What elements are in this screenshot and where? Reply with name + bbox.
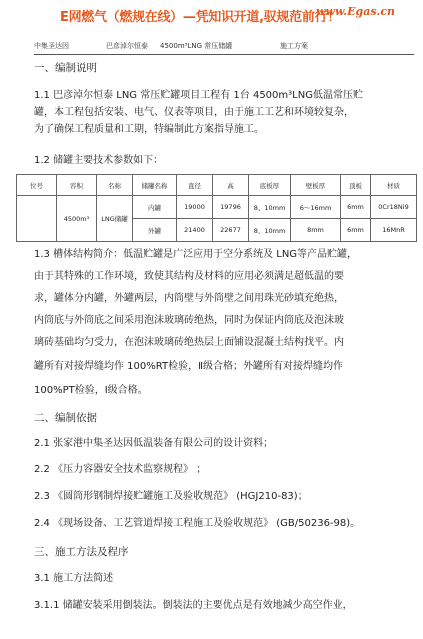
header-doc-type: 施工方案 [280, 42, 308, 50]
th-bottom-thickness: 底板厚 [249, 175, 291, 196]
para-1-1-line-3: 为了确保工程质量和工期，特编制此方案指导施工。 [34, 124, 264, 135]
cell-material: 0Cr18Ni9 [371, 196, 417, 219]
th-tank-name: 储罐名称 [133, 175, 177, 196]
para-1-3-line-6: 罐所有对接焊缝均作 100%RT检验，Ⅱ级合格；外罐所有对接焊缝均作 [34, 361, 344, 372]
cell-height: 22677 [213, 219, 249, 242]
table-row [17, 196, 417, 219]
th-name: 名称 [97, 175, 133, 196]
document-header [34, 40, 414, 55]
cell-bottom-thickness: 8、10mm [249, 196, 291, 219]
para-1-3-line-1: 1.3 槽体结构简介：低温贮罐是广泛应用于空分系统及 LNG等产品贮罐， [34, 249, 358, 260]
section-heading-3: 三、施工方法及程序 [34, 546, 129, 558]
cell-volume: 4500m³ [57, 196, 97, 242]
para-1-3-line-3: 求，罐体分内罐，外罐两层，内筒壁与外筒壁之间用珠光砂填充绝热， [34, 293, 344, 304]
para-1-3-line-5: 璃砖基础均匀受力，在泡沫玻璃砖绝热层上面铺设混凝土结构找平。内 [34, 337, 344, 348]
subheading-3-1: 3.1 施工方法简述 [34, 573, 114, 584]
cell-tank-name: 内罐 [133, 196, 177, 219]
spec-table [16, 174, 417, 242]
basis-item-2-1: 2.1 张家港中集圣达因低温装备有限公司的设计资料； [34, 438, 274, 449]
para-1-1-line-2: 罐，本工程包括安装、电气、仪表等项目，由于施工工艺和环境较复杂， [34, 107, 354, 118]
cell-wall-thickness: 8mm [291, 219, 341, 242]
th-tag: 位号 [17, 175, 57, 196]
para-3-1-1: 3.1.1 储罐安装采用倒装法。倒装法的主要优点是有效地减少高空作业， [34, 600, 353, 611]
th-wall-thickness: 壁板厚 [291, 175, 341, 196]
basis-item-2-3: 2.3 《圆筒形钢制焊接贮罐施工及验收规范》 (HGJ210-83)； [34, 491, 308, 502]
basis-item-2-2: 2.2 《压力容器安全技术监察规程》 ； [34, 464, 207, 475]
th-volume: 容积 [57, 175, 97, 196]
cell-roof: 6mm [341, 196, 371, 219]
cell-tank-name: 外罐 [133, 219, 177, 242]
banner-url[interactable]: www.Egas.cn [316, 5, 396, 18]
section-heading-2: 二、编制依据 [34, 412, 97, 424]
header-company: 中集圣达因 [34, 42, 69, 50]
th-roof: 顶板 [341, 175, 371, 196]
cell-name: LNG储罐 [97, 196, 133, 242]
section-heading-1: 一、编制说明 [34, 62, 97, 74]
th-material: 材质 [371, 175, 417, 196]
cell-height: 19796 [213, 196, 249, 219]
header-capacity: 4500m³LNG 常压储罐 [160, 42, 233, 50]
cell-diameter: 21400 [177, 219, 213, 242]
cell-tag [17, 196, 57, 242]
cell-material: 16MnR [371, 219, 417, 242]
para-1-1-line-1: 1.1 巴彦淖尔恒泰 LNG 常压贮罐项目工程有 1台 4500m³LNG低温常压贮 [34, 90, 363, 101]
para-1-3-line-2: 由于其特殊的工作环境，致使其结构及材料的应用必须满足超低温的要 [34, 271, 344, 282]
cell-wall-thickness: 6～16mm [291, 196, 341, 219]
th-height: 高 [213, 175, 249, 196]
site-banner [0, 0, 423, 32]
banner-title: E网燃气（燃规在线）—凭知识开道,驭规范前行！ [60, 10, 340, 25]
cell-roof: 6mm [341, 219, 371, 242]
cell-diameter: 19000 [177, 196, 213, 219]
table-header-row [17, 175, 417, 196]
cell-bottom-thickness: 8、10mm [249, 219, 291, 242]
para-1-3-line-4: 内筒底与外筒底之间采用泡沫玻璃砖绝热，同时为保证内筒底及泡沫玻 [34, 315, 344, 326]
th-diameter: 直径 [177, 175, 213, 196]
para-1-3-line-7: 100%PT检验，Ⅰ级合格。 [34, 385, 148, 396]
subheading-1-2: 1.2 储罐主要技术参数如下： [34, 155, 164, 166]
header-project: 巴彦淖尔恒泰 [106, 42, 148, 50]
basis-item-2-4: 2.4 《现场设备、工艺管道焊接工程施工及验收规范》 (GB/50236-98)。 [34, 518, 361, 529]
